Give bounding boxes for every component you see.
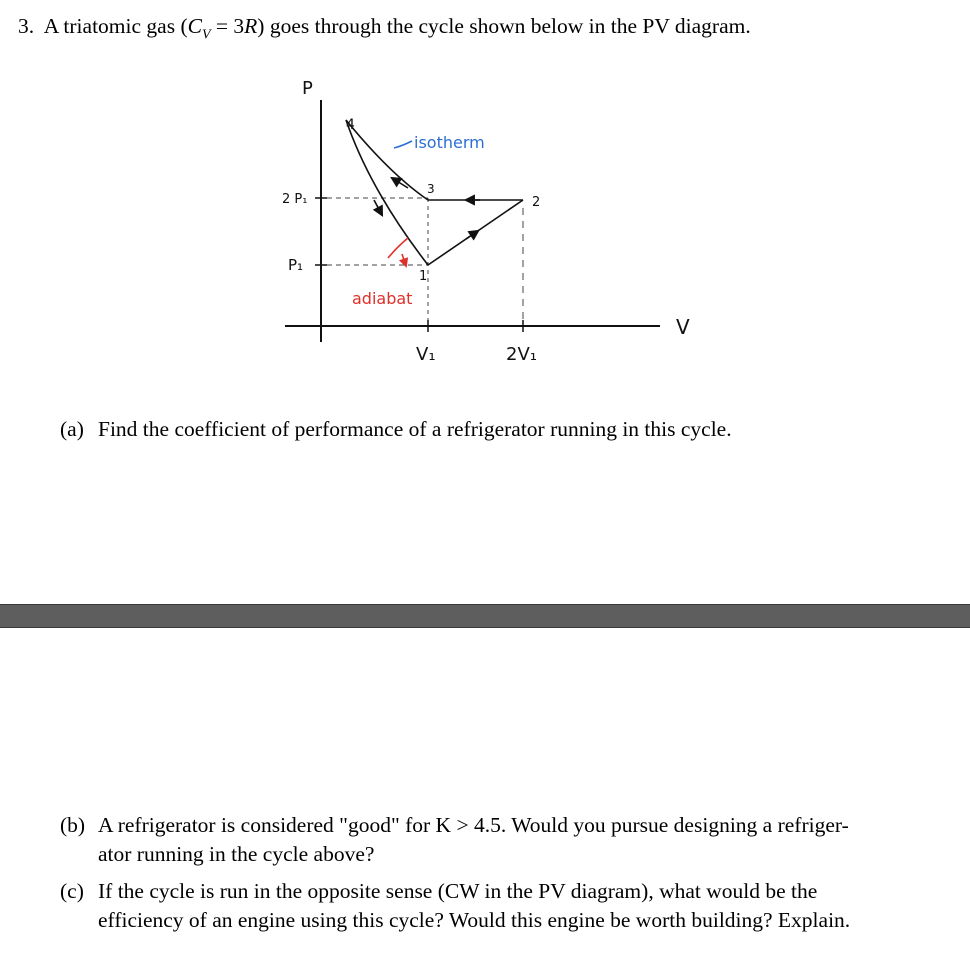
problem-statement xyxy=(18,12,958,49)
isotherm-pointer xyxy=(394,141,412,148)
axis-label-v: V xyxy=(676,315,690,339)
part-a-label: (a) xyxy=(60,417,84,441)
r-symbol: R xyxy=(244,14,258,38)
problem-text-before: A triatomic gas ( xyxy=(43,14,188,38)
part-c-line-2: efficiency of an engine using this cycle? Would this engine be worth building? Explain. xyxy=(98,908,851,932)
point-label-4: 4 xyxy=(346,117,355,133)
part-c-label: (c) xyxy=(60,879,84,903)
adiabat-label: adiabat xyxy=(352,289,413,308)
adiabat-pointer xyxy=(388,238,408,258)
part-c-line-1: If the cycle is run in the opposite sense (CW in the PV diagram), what would be the xyxy=(98,879,818,903)
part-c-text xyxy=(98,877,928,935)
page-separator xyxy=(0,604,970,628)
tick-label-2p1: 2 P₁ xyxy=(282,192,308,207)
tick-label-2v1: 2V₁ xyxy=(506,344,537,365)
axis-label-p: P xyxy=(302,78,313,99)
problem-number: 3. xyxy=(18,14,35,38)
equals-text: = 3 xyxy=(210,14,245,38)
arrow-4-to-1 xyxy=(374,200,382,215)
adiabat-arrow xyxy=(402,254,406,266)
problem-text-after: ) goes through the cycle shown below in the PV diagram. xyxy=(257,14,751,38)
tick-label-v1: V₁ xyxy=(416,344,436,365)
part-b-line-2: ator running in the cycle above? xyxy=(98,842,375,866)
part-a-text: Find the coefficient of performance of a refrigerator running in this cycle. xyxy=(98,417,732,441)
path-3-to-4-isotherm xyxy=(346,120,428,200)
cv-symbol: C xyxy=(187,14,202,38)
arrow-1-to-2 xyxy=(466,231,478,239)
point-label-3: 3 xyxy=(427,182,435,196)
point-label-2: 2 xyxy=(532,195,541,210)
cv-subscript: V xyxy=(201,27,211,43)
part-b-line-1: A refrigerator is considered "good" for K > 4.5. Would you pursue designing a refriger- xyxy=(98,813,849,837)
isotherm-label: isotherm xyxy=(414,133,485,152)
tick-label-p1: P₁ xyxy=(288,256,304,274)
pv-diagram xyxy=(270,70,730,380)
part-b-label: (b) xyxy=(60,813,86,837)
point-label-1: 1 xyxy=(419,269,428,284)
part-b-text xyxy=(98,811,928,869)
